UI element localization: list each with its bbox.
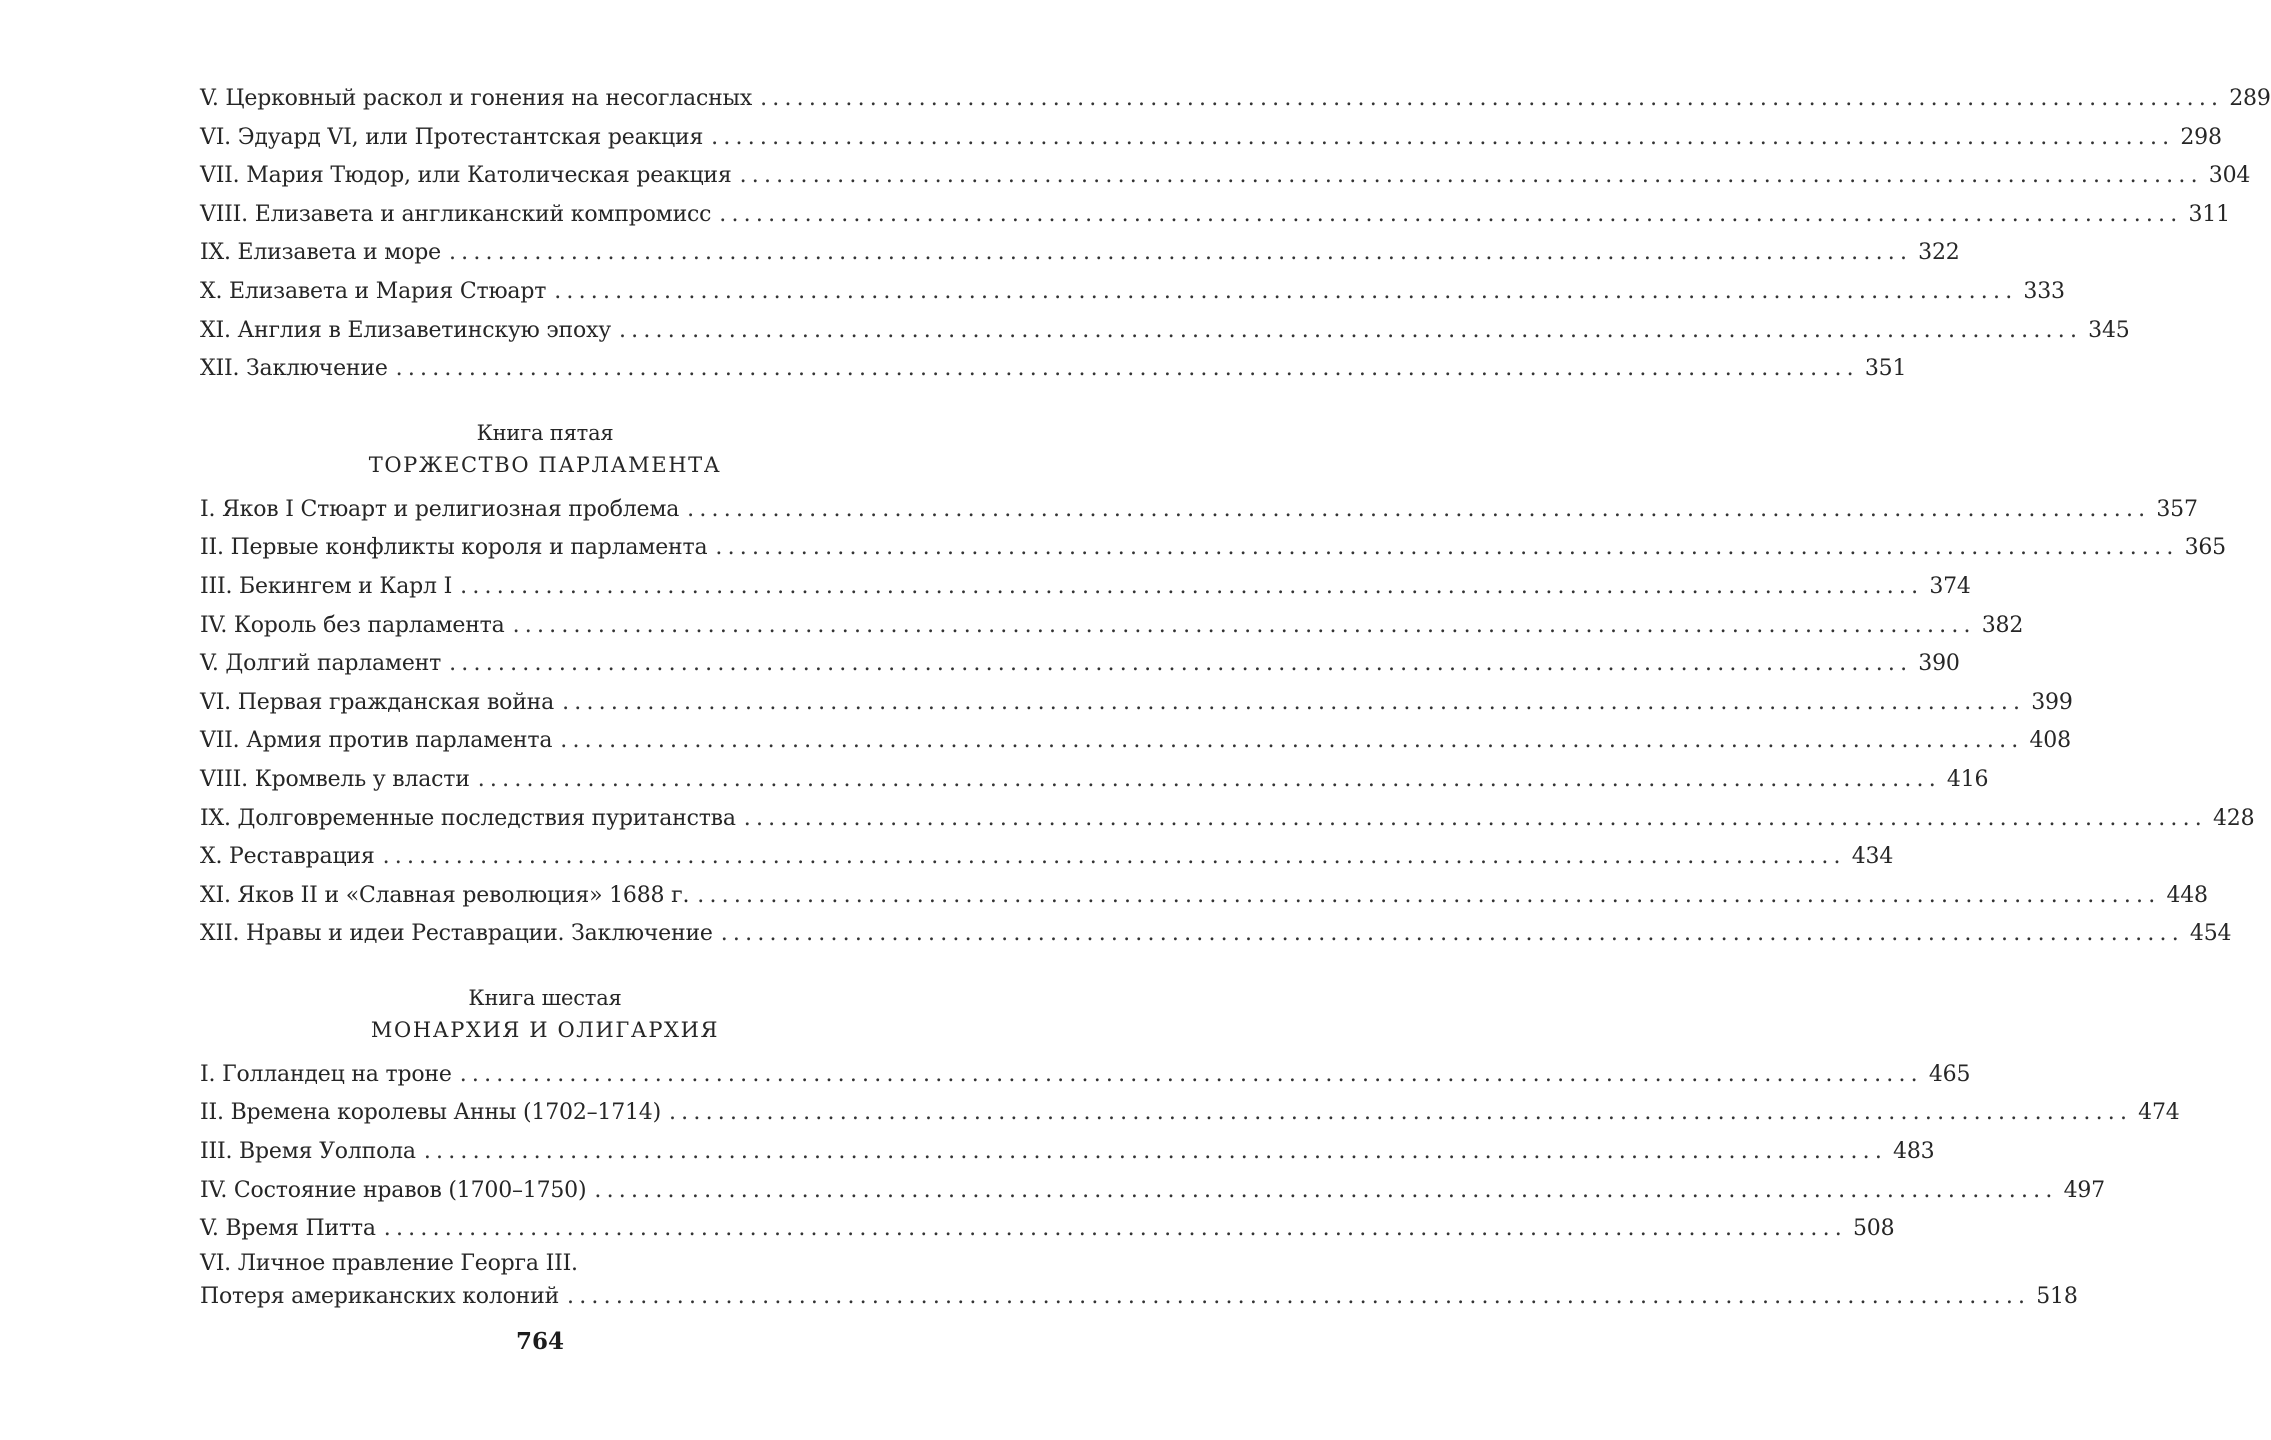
- toc-entry: [200, 234, 1960, 273]
- toc-entry-title: IV. Состояние нравов (1700–1750): [200, 1177, 587, 1203]
- toc-entry-title: III. Время Уолпола: [200, 1139, 416, 1165]
- toc-entry-title: XI. Яков II и «Славная революция» 1688 г.: [200, 882, 690, 908]
- toc-entry-page: 311: [2188, 201, 2230, 227]
- toc-entry-page: 351: [1864, 356, 1907, 382]
- toc-entry-page: 454: [2189, 921, 2232, 947]
- toc-entry: [200, 350, 1907, 389]
- toc-entry-title: VII. Мария Тюдор, или Католическая реакция: [200, 163, 732, 189]
- dot-leader: ........................................................................................................................: [739, 163, 2203, 189]
- book-label: Книга пятая: [476, 420, 614, 445]
- toc-entry-title: V. Время Питта: [200, 1216, 376, 1242]
- toc-section-book6: [200, 1056, 2180, 1315]
- dot-leader: ........................................................................................................................: [711, 124, 2175, 150]
- dot-leader: ........................................................................................................................: [618, 317, 2083, 343]
- toc-entry: [200, 1172, 2105, 1211]
- toc-entry-title: VIII. Елизавета и англиканский компромисс: [200, 201, 712, 227]
- toc-entry: [200, 1094, 2180, 1133]
- toc-entry-title: XII. Заключение: [200, 356, 388, 382]
- toc-entry-title: III. Бекингем и Карл I: [200, 573, 453, 599]
- toc-entry: [200, 1133, 1935, 1172]
- toc-entry: [200, 312, 2130, 351]
- toc-entry-page: 483: [1893, 1139, 1935, 1165]
- dot-leader: ........................................................................................................................: [477, 766, 1941, 792]
- dot-leader: ........................................................................................................................: [512, 612, 1976, 638]
- toc-section-book4-continued: [200, 80, 2271, 389]
- dot-leader: ........................................................................................................................: [449, 651, 1913, 677]
- dot-leader: ........................................................................................................................: [382, 844, 1846, 870]
- toc-entry: [200, 607, 2024, 646]
- dot-leader: ........................................................................................................................: [567, 1283, 2031, 1309]
- toc-entry-title: VI. Первая гражданская война: [200, 689, 555, 715]
- book-header-6: [200, 982, 890, 1046]
- dot-leader: ........................................................................................................................: [697, 882, 2161, 908]
- dot-leader: ........................................................................................................................: [423, 1139, 1888, 1165]
- toc-entry-page: 365: [2184, 535, 2226, 561]
- toc-entry: [200, 196, 2230, 235]
- toc-entry: [200, 838, 1894, 877]
- toc-entry-page: 497: [2063, 1177, 2105, 1203]
- toc-entry: [200, 80, 2271, 119]
- toc-entry-page: 399: [2031, 689, 2073, 715]
- dot-leader: ........................................................................................................................: [760, 86, 2224, 111]
- toc-entry: [200, 800, 2255, 839]
- toc-entry-title: VIII. Кромвель у власти: [200, 766, 470, 792]
- toc-entry-page: 322: [1918, 240, 1960, 266]
- toc-entry: [200, 491, 2198, 530]
- dot-leader: ........................................................................................................................: [715, 535, 2179, 561]
- toc-entry: [200, 1056, 1971, 1095]
- book-label: Книга шестая: [468, 985, 622, 1010]
- toc-entry-page: 345: [2088, 317, 2130, 343]
- dot-leader: ........................................................................................................................: [554, 278, 2018, 304]
- toc-entry-page: 374: [1929, 573, 1971, 599]
- toc-entry-page: 304: [2208, 163, 2251, 189]
- toc-entry-page: 298: [2180, 124, 2222, 150]
- toc-entry-title: VI. Эдуард VI, или Протестантская реакция: [200, 124, 704, 150]
- toc-entry-page: 390: [1918, 651, 1960, 677]
- dot-leader: ........................................................................................................................: [719, 201, 2183, 227]
- dot-leader: ........................................................................................................................: [687, 496, 2151, 522]
- toc-entry-page: 518: [2036, 1283, 2078, 1309]
- toc-entry-page: 434: [1851, 844, 1894, 870]
- toc-entry-page: 508: [1852, 1216, 1895, 1242]
- toc-entry-title-line2: Потеря американских колоний: [200, 1283, 560, 1309]
- toc-entry-page: 465: [1928, 1061, 1971, 1087]
- toc-entry-title: VII. Армия против парламента: [200, 728, 553, 754]
- dot-leader: ........................................................................................................................: [720, 921, 2184, 947]
- dot-leader: ........................................................................................................................: [383, 1216, 1847, 1242]
- toc-entry-title: XII. Нравы и идеи Реставрации. Заключение: [200, 921, 713, 947]
- toc-entry: [200, 119, 2222, 158]
- toc-entry-title: IV. Король без парламента: [200, 612, 505, 638]
- toc-entry: [200, 568, 1971, 607]
- book-title: ТОРЖЕСТВО ПАРЛАМЕНТА: [368, 452, 722, 477]
- toc-entry-title: IX. Долговременные последствия пуританства: [200, 805, 736, 831]
- toc-entry: [200, 157, 2251, 196]
- toc-entry: [200, 915, 2232, 954]
- toc-entry: [200, 1210, 1895, 1249]
- toc-entry-title: II. Первые конфликты короля и парламента: [200, 535, 708, 561]
- toc-entry-title: X. Елизавета и Мария Стюарт: [200, 278, 547, 304]
- toc-entry-page: 448: [2166, 882, 2208, 908]
- dot-leader: ........................................................................................................................: [448, 240, 1913, 266]
- toc-entry-title: V. Церковный раскол и гонения на несогласных: [200, 86, 753, 111]
- toc-entry-page: 408: [2029, 728, 2071, 754]
- toc-entry-title: X. Реставрация: [200, 844, 375, 870]
- toc-entry: [200, 877, 2208, 916]
- toc-section-book5: [200, 491, 2255, 954]
- dot-leader: ........................................................................................................................: [594, 1177, 2058, 1203]
- table-of-contents: [200, 80, 2271, 1315]
- toc-entry-title: II. Времена королевы Анны (1702–1714): [200, 1100, 661, 1126]
- toc-entry-page: 474: [2138, 1100, 2180, 1126]
- dot-leader: ........................................................................................................................: [395, 356, 1859, 382]
- toc-entry: [200, 645, 1960, 684]
- toc-entry-page: 382: [1981, 612, 2024, 638]
- toc-entry-page: 357: [2156, 496, 2198, 522]
- dot-leader: ........................................................................................................................: [562, 689, 2026, 715]
- toc-entry-page: 289: [2229, 86, 2271, 111]
- dot-leader: ........................................................................................................................: [668, 1100, 2133, 1126]
- dot-leader: ........................................................................................................................: [459, 1061, 1923, 1087]
- toc-entry: [200, 684, 2073, 723]
- toc-entry-title: IX. Елизавета и море: [200, 240, 441, 266]
- toc-entry-page: 428: [2212, 805, 2255, 831]
- toc-entry-line2: [200, 1279, 2078, 1315]
- toc-entry: [200, 1249, 2078, 1315]
- dot-leader: ........................................................................................................................: [560, 728, 2024, 754]
- toc-entry: [200, 529, 2226, 568]
- dot-leader: ........................................................................................................................: [460, 573, 1924, 599]
- toc-entry: [200, 722, 2071, 761]
- toc-entry: [200, 273, 2065, 312]
- toc-entry-title: XI. Англия в Елизаветинскую эпоху: [200, 317, 611, 343]
- book-title: МОНАРХИЯ И ОЛИГАРХИЯ: [370, 1017, 720, 1042]
- book-header-5: [200, 417, 890, 481]
- toc-entry-page: 416: [1946, 766, 1989, 792]
- toc-entry: [200, 761, 1989, 800]
- toc-entry-title-line1: VI. Личное правление Георга III.: [200, 1250, 578, 1276]
- toc-entry-title: V. Долгий парламент: [200, 651, 442, 677]
- dot-leader: ........................................................................................................................: [743, 805, 2207, 831]
- toc-entry-title: I. Яков I Стюарт и религиозная проблема: [200, 496, 680, 522]
- toc-entry-page: 333: [2023, 278, 2065, 304]
- toc-entry-title: I. Голландец на троне: [200, 1061, 452, 1087]
- page-number: 764: [515, 1328, 564, 1355]
